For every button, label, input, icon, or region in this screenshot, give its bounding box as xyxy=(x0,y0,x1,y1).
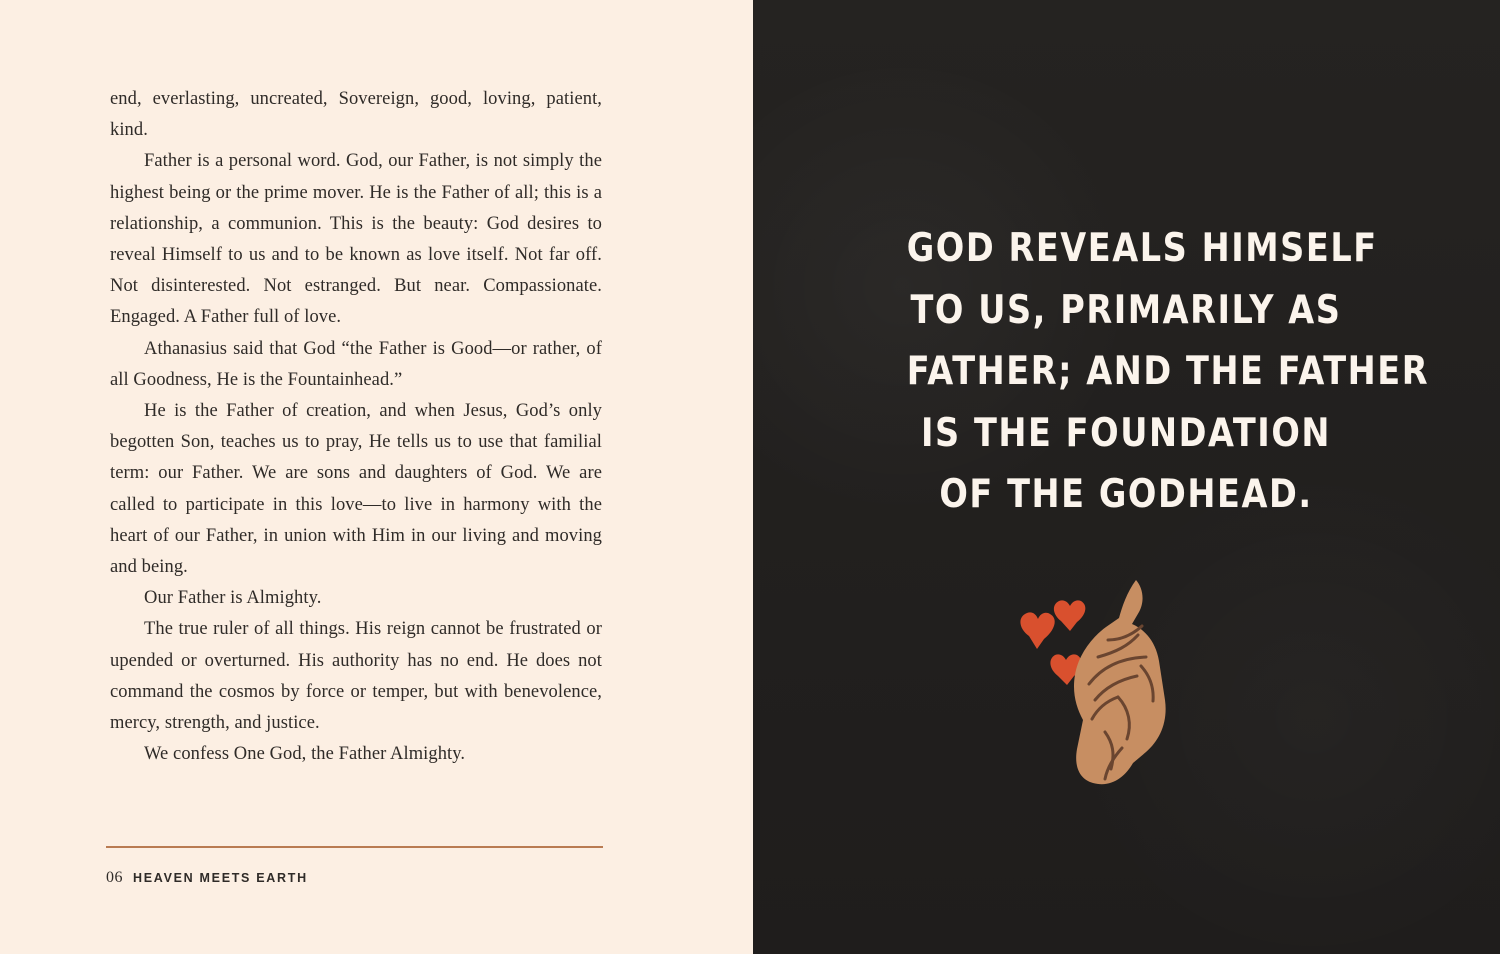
pull-quote xyxy=(906,218,1430,526)
paragraph-2: Father is a personal word. God, our Father, is not simply the highest being or the prime mover. He is the Father of all; this is a relationship, a communion. This is the beauty: God desires to reveal Himself to us and to be known as love itself. Not far off. Not disinterested. Not estranged. But near. Compassionate. Engaged. A Father full of love. xyxy=(110,151,602,328)
quote-line-4: IS THE FOUNDATION xyxy=(920,410,1332,456)
paragraph-6: The true ruler of all things. His reign cannot be frustrated or upended or overturned. His authority has no end. He does not command the cosmos by force or temper, but with benevolence, mercy, strength, and justice. xyxy=(110,619,602,734)
quote-line-2: TO US, PRIMARILY AS xyxy=(910,287,1342,333)
page-number: 06 xyxy=(106,869,123,886)
heart-icon xyxy=(1054,600,1085,631)
footer-rule xyxy=(106,846,603,848)
hand-with-hearts-icon xyxy=(1001,572,1191,802)
body-text xyxy=(110,84,602,770)
paragraph-5: Our Father is Almighty. xyxy=(144,588,322,609)
paragraph-3: Athanasius said that God “the Father is Good—or rather, of all Goodness, He is the Fountainhead.” xyxy=(110,338,602,390)
heart-icon xyxy=(1020,612,1054,649)
paragraph-4: He is the Father of creation, and when Jesus, God’s only begotten Son, teaches us to pray, He tells us to use that familial term: our Father. We are sons and daughters of God. We are called to participate in this love—to live in harmony with the heart of our Father, in union with Him in our living and moving and being. xyxy=(110,401,602,578)
quote-line-5: OF THE GODHEAD. xyxy=(939,472,1313,517)
hand-icon xyxy=(1074,580,1166,784)
quote-line-3: FATHER; AND THE FATHER xyxy=(906,349,1430,394)
paragraph-7: We confess One God, the Father Almighty. xyxy=(144,744,466,765)
running-title: HEAVEN MEETS EARTH xyxy=(133,871,308,885)
paragraph-1: end, everlasting, uncreated, Sovereign, good, loving, patient, kind. xyxy=(110,89,602,141)
page-footer xyxy=(106,869,308,887)
right-page xyxy=(753,0,1500,954)
quote-line-1: GOD REVEALS HIMSELF xyxy=(906,226,1378,271)
